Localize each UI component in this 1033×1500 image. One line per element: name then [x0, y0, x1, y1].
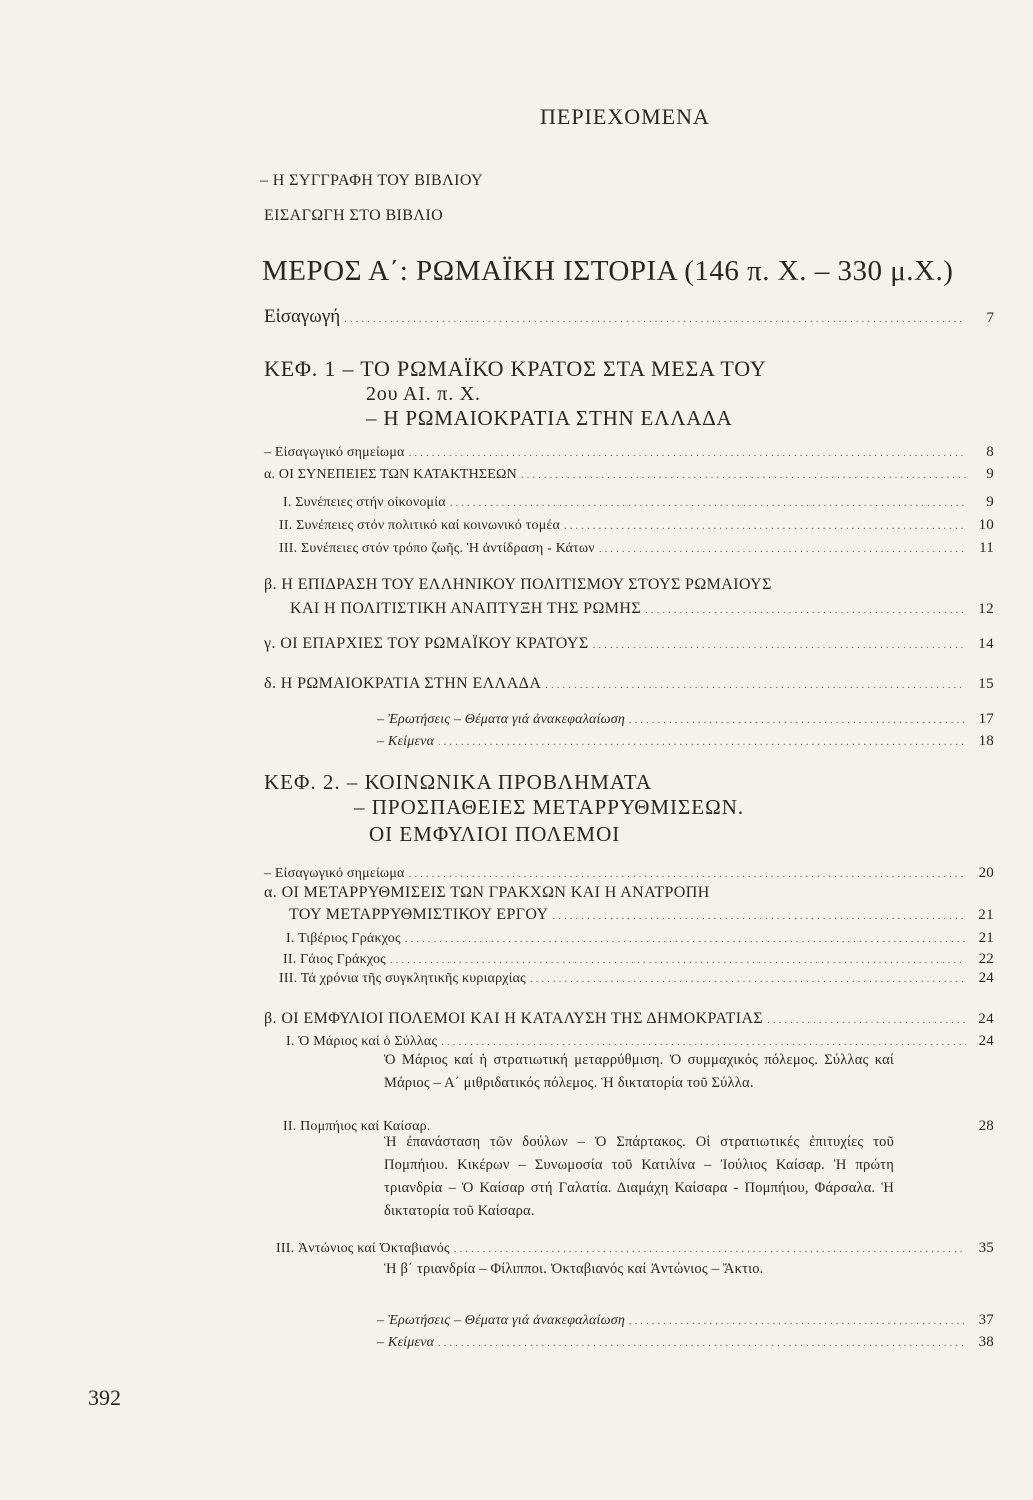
toc-entry	[276, 1240, 994, 1257]
toc-page: 12	[978, 601, 994, 617]
toc-page: 9	[986, 494, 994, 510]
dot-leader	[438, 1337, 966, 1349]
toc-page: 18	[978, 733, 994, 749]
toc-entry	[286, 1033, 994, 1050]
part-title: ΜΕΡΟΣ Α΄: ΡΩΜΑΪΚΗ ΙΣΤΟΡΙΑ (146 π. Χ. – 330 μ.Χ.)	[262, 255, 954, 287]
toc-label: – Ἐρωτήσεις – Θέματα γιά ἀνακεφαλαίωση	[377, 1313, 625, 1328]
toc-page: 14	[978, 636, 994, 652]
dot-leader	[553, 910, 966, 922]
toc-label: ΙΙ. Πομπήιος καί Καίσαρ.	[283, 1119, 431, 1134]
toc-page: 24	[978, 1011, 994, 1027]
chapter-2-heading-line2: – ΠΡΟΣΠΑΘΕΙΕΣ ΜΕΤΑΡΡΥΘΜΙΣΕΩΝ.	[354, 795, 745, 819]
toc-label: ΙΙ. Γάιος Γράκχος	[283, 952, 386, 967]
toc-page: 21	[978, 930, 994, 946]
toc-entry	[279, 540, 994, 557]
dot-leader	[405, 933, 966, 945]
toc-label: – Ἐρωτήσεις – Θέματα γιά ἀνακεφαλαίωση	[377, 712, 625, 727]
dot-leader	[344, 313, 966, 325]
dot-leader	[521, 469, 966, 481]
page-number: 392	[88, 1385, 121, 1410]
toc-entry	[377, 733, 994, 750]
toc-entry	[283, 494, 994, 511]
toc-page: 24	[978, 1033, 994, 1049]
toc-page: 10	[978, 517, 994, 533]
chapter-2-heading-line1: ΚΕΦ. 2. – ΚΟΙΝΩΝΙΚΑ ΠΡΟΒΛΗΜΑΤΑ	[264, 770, 653, 794]
page-title: ΠΕΡΙΕΧΟΜΕΝΑ	[540, 104, 710, 129]
dot-leader	[441, 1036, 966, 1048]
subtopic-description: Ὁ Μάριος καί ἡ στρατιωτική μεταρρύθμιση. Ὁ συμμαχικός πόλεμος. Σύλλας καί Μάριος – Α΄ μιθριδατικός πόλεμος. Ἡ δικτατορία τοῦ Σύλλα.	[384, 1052, 894, 1091]
toc-entry	[279, 517, 994, 534]
toc-page: 21	[978, 907, 994, 923]
toc-page: 37	[978, 1312, 994, 1328]
toc-label: δ. Η ΡΩΜΑΙΟΚΡΑΤΙΑ ΣΤΗΝ ΕΛΛΑΔΑ	[264, 675, 542, 692]
toc-label: – Κείμενα	[377, 734, 435, 749]
toc-label: Εἰσαγωγή	[264, 306, 341, 327]
toc-label: Ι. Τιβέριος Γράκχος	[286, 931, 401, 946]
toc-entry	[264, 865, 994, 882]
toc-entry	[264, 444, 994, 461]
dot-leader	[629, 1315, 966, 1327]
toc-label: ΚΑΙ Η ΠΟΛΙΤΙΣΤΙΚΗ ΑΝΑΠΤΥΞΗ ΤΗΣ ΡΩΜΗΣ	[290, 600, 642, 617]
chapter-1-heading-line1: ΚΕΦ. 1 – ΤΟ ΡΩΜΑΪΚΟ ΚΡΑΤΟΣ ΣΤΑ ΜΕΣΑ ΤΟΥ	[264, 356, 767, 381]
toc-page: 24	[978, 970, 994, 986]
dot-leader	[409, 868, 966, 880]
toc-page: 35	[978, 1240, 994, 1256]
toc-entry	[377, 711, 994, 728]
toc-page: 15	[978, 676, 994, 692]
dot-leader	[767, 1014, 966, 1026]
toc-entry	[264, 1010, 994, 1028]
toc-entry	[377, 1312, 994, 1329]
toc-label: – Εἰσαγωγικό σημείωμα	[264, 445, 405, 460]
dot-leader	[593, 639, 966, 651]
dot-leader	[629, 714, 966, 726]
toc-page: 28	[978, 1118, 994, 1134]
toc-page: 9	[986, 466, 994, 482]
front-entry-authoring: – Η ΣΥΓΓΡΑΦΗ ΤΟΥ ΒΙΒΛΙΟΥ	[260, 172, 483, 189]
toc-label: γ. ΟΙ ΕΠΑΡΧΙΕΣ ΤΟΥ ΡΩΜΑΪΚΟΥ ΚΡΑΤΟΥΣ	[264, 635, 589, 652]
subtopic-description: Ἡ β΄ τριανδρία – Φίλιπποι. Ὀκταβιανός καί Ἀντώνιος – Ἄκτιο.	[384, 1261, 764, 1277]
toc-entry	[289, 906, 994, 924]
toc-label: α. ΟΙ ΣΥΝΕΠΕΙΕΣ ΤΩΝ ΚΑΤΑΚΤΗΣΕΩΝ	[264, 467, 517, 482]
toc-label: ΙΙ. Συνέπειες στόν πολιτικό καί κοινωνικό τομέα	[279, 518, 561, 533]
toc-label: β. ΟΙ ΕΜΦΥΛΙΟΙ ΠΟΛΕΜΟΙ ΚΑΙ Η ΚΑΤΑΛΥΣΗ ΤΗΣ ΔΗΜΟΚΡΑΤΙΑΣ	[264, 1010, 764, 1027]
dot-leader	[450, 497, 966, 509]
toc-page: 7	[986, 310, 994, 326]
toc-label: – Εἰσαγωγικό σημείωμα	[264, 866, 405, 881]
toc-page: 11	[979, 540, 994, 556]
dot-leader	[454, 1243, 966, 1255]
toc-page: 38	[978, 1334, 994, 1350]
dot-leader	[390, 954, 966, 966]
dot-leader	[564, 520, 966, 532]
toc-entry	[264, 635, 994, 653]
dot-leader	[545, 679, 966, 691]
toc-intro	[264, 306, 994, 328]
dot-leader	[438, 736, 966, 748]
toc-entry	[286, 930, 994, 947]
toc-entry	[264, 466, 994, 483]
toc-page: 20	[978, 865, 994, 881]
toc-label: Ι. Συνέπειες στήν οἰκονομία	[283, 495, 446, 510]
toc-page: 22	[978, 951, 994, 967]
toc-entry	[283, 951, 994, 968]
chapter-1-heading-line2: 2ου ΑΙ. π. Χ.	[366, 383, 481, 405]
toc-page: 8	[986, 444, 994, 460]
toc-label: ΙΙΙ. Ἀντώνιος καί Ὀκταβιανός	[276, 1241, 450, 1256]
toc-entry	[279, 970, 994, 987]
toc-label: ΤΟΥ ΜΕΤΑΡΡΥΘΜΙΣΤΙΚΟΥ ΕΡΓΟΥ	[289, 906, 549, 923]
toc-label: ΙΙΙ. Συνέπειες στόν τρόπο ζωῆς. Ἡ ἀντίδραση - Κάτων	[279, 541, 595, 556]
toc-entry	[264, 675, 994, 693]
toc-label: Ι. Ὁ Μάριος καί ὁ Σύλλας	[286, 1034, 438, 1049]
toc-label: – Κείμενα	[377, 1335, 435, 1350]
dot-leader	[645, 604, 966, 616]
dot-leader	[530, 973, 966, 985]
dot-leader	[599, 543, 966, 555]
chapter-2-heading-line3: ΟΙ ΕΜΦΥΛΙΟΙ ΠΟΛΕΜΟΙ	[369, 822, 621, 846]
toc-entry	[290, 600, 994, 618]
chapter-1-heading-line3: – Η ΡΩΜΑΙΟΚΡΑΤΙΑ ΣΤΗΝ ΕΛΛΑΔΑ	[366, 406, 733, 430]
toc-entry-label: β. Η ΕΠΙΔΡΑΣΗ ΤΟΥ ΕΛΛΗΝΙΚΟΥ ΠΟΛΙΤΙΣΜΟΥ ΣΤΟΥΣ ΡΩΜΑΙΟΥΣ	[264, 576, 772, 593]
dot-leader	[409, 447, 966, 459]
toc-page: 17	[978, 711, 994, 727]
toc-label: ΙΙΙ. Τά χρόνια τῆς συγκλητικῆς κυριαρχίας	[279, 971, 526, 986]
toc-entry	[377, 1334, 994, 1351]
front-entry-introduction: ΕΙΣΑΓΩΓΗ ΣΤΟ ΒΙΒΛΙΟ	[264, 207, 444, 224]
subtopic-description: Ἡ ἐπανάσταση τῶν δούλων – Ὁ Σπάρτακος. Οἱ στρατιωτικές ἐπιτυχίες τοῦ Πομπήιου. Κικέρων – Συνωμοσία τοῦ Κατιλίνα – Ἰούλιος Καίσαρ. Ἡ πρώτη τριανδρία – Ὁ Καίσαρ στή Γαλατία. Διαμάχη Καίσαρα - Πομπήιου, Φάρσαλα. Ἡ δικτατορία τοῦ Καίσαρα.	[384, 1134, 894, 1219]
toc-entry-label: α. ΟΙ ΜΕΤΑΡΡΥΘΜΙΣΕΙΣ ΤΩΝ ΓΡΑΚΧΩΝ ΚΑΙ Η ΑΝΑΤΡΟΠΗ	[264, 884, 710, 901]
